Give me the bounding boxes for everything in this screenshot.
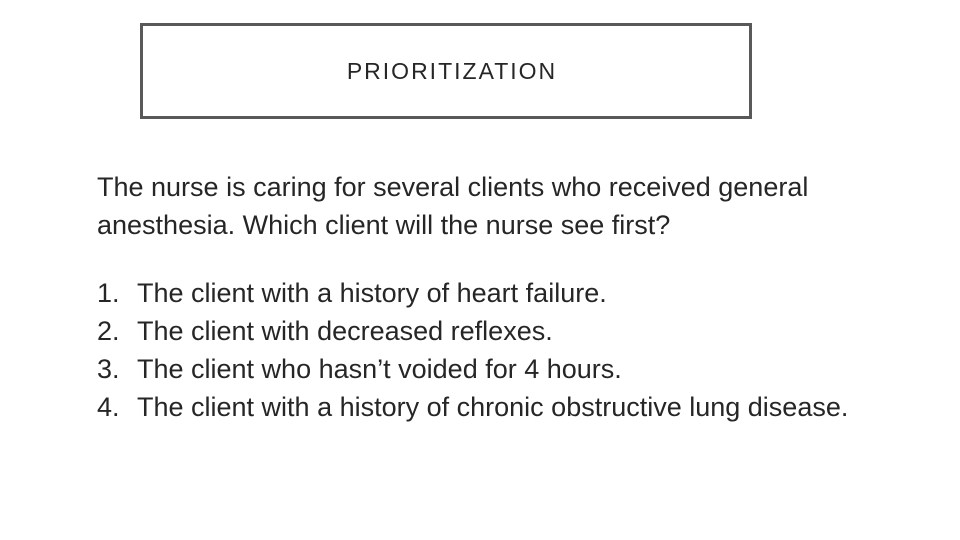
answer-option-1 — [97, 274, 857, 312]
answer-option-3 — [97, 350, 857, 388]
answer-options-list — [97, 274, 857, 426]
option-number: 4. — [97, 392, 120, 422]
option-text: The client with a history of heart failure. — [137, 278, 607, 308]
option-number: 2. — [97, 316, 120, 346]
slide-title: PRIORITIZATION — [346, 57, 558, 84]
option-text: The client who hasn’t voided for 4 hours. — [137, 354, 622, 384]
answer-option-2 — [97, 312, 857, 350]
question-text: The nurse is caring for several clients who received general anesthesia. Which client will the nurse see first? — [97, 172, 809, 240]
slide-body — [97, 168, 857, 426]
answer-option-4 — [97, 388, 857, 426]
option-number: 1. — [97, 278, 120, 308]
title-box — [140, 23, 752, 119]
option-text: The client with decreased reflexes. — [137, 316, 553, 346]
option-text: The client with a history of chronic obstructive lung disease. — [137, 392, 849, 422]
option-number: 3. — [97, 354, 120, 384]
